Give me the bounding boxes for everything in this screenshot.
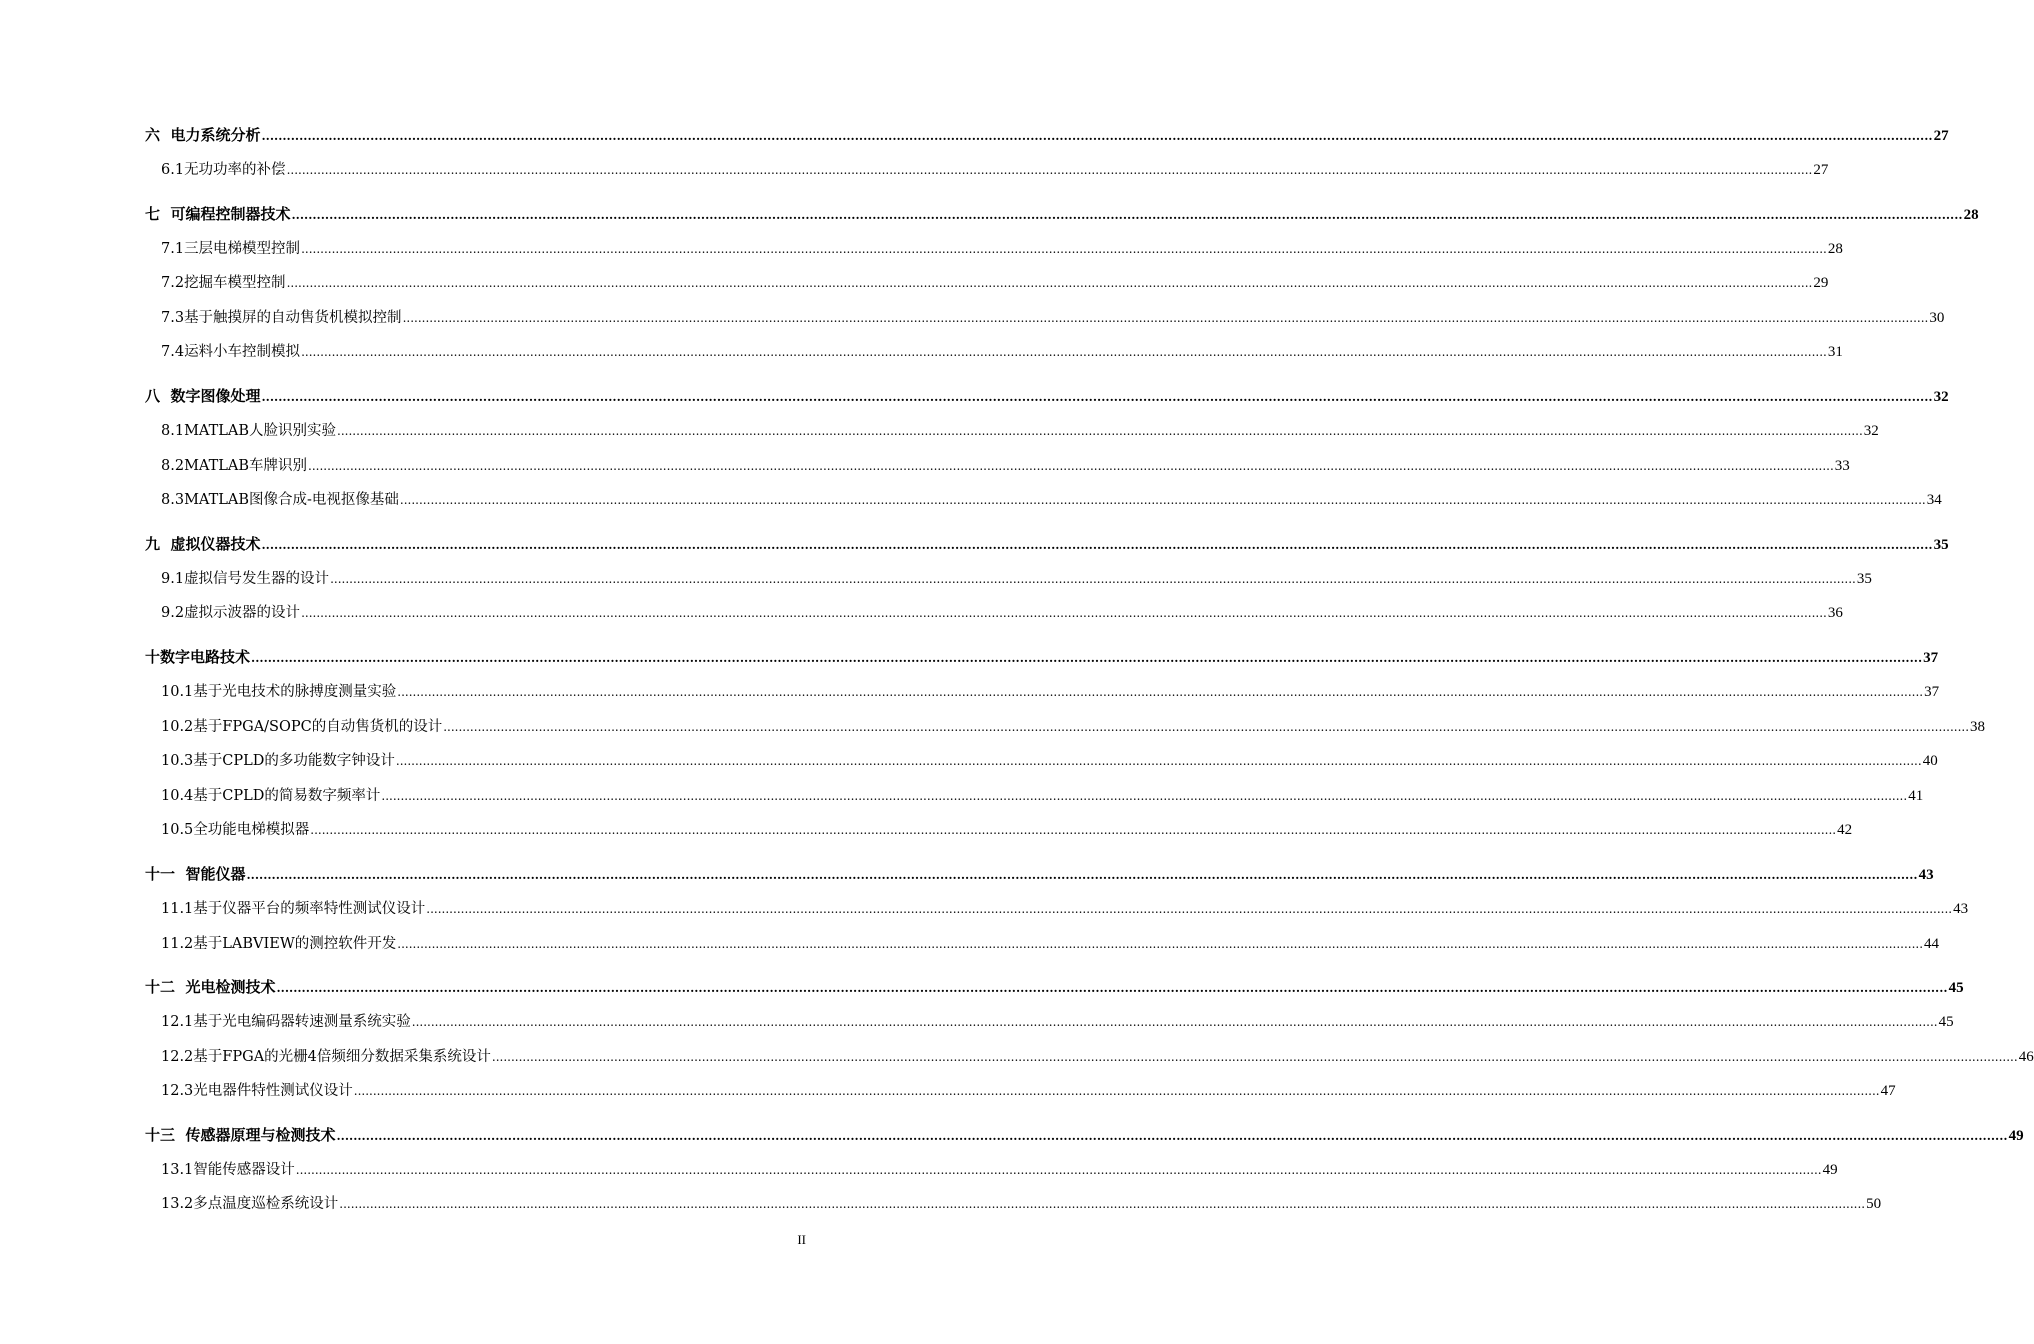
toc-entry-page: 27 — [1813, 162, 1829, 178]
dot-leader: ................................................................................................................................................................................................................................................................................................................................................................................................................ — [397, 936, 1924, 951]
toc-entry-number: 六 — [145, 126, 161, 144]
toc-entry-title: 基于触摸屏的自动售货机模拟控制 — [184, 309, 402, 326]
toc-entry-number: 11.1 — [161, 900, 194, 917]
dot-leader: ................................................................................................................................................................................................................................................................................................................................................................................................................ — [308, 458, 1834, 473]
toc-section-entry[interactable] — [145, 454, 1850, 489]
toc-entry-number: 十 — [145, 647, 161, 666]
toc-entry-title: 基于光电技术的脉搏度测量实验 — [193, 683, 397, 700]
toc-entry-number: 7.2 — [161, 275, 185, 292]
toc-entry-title: 运料小车控制模拟 — [184, 344, 301, 361]
toc-section-entry[interactable] — [145, 158, 1829, 193]
toc-entry-page: 31 — [1827, 344, 1843, 361]
toc-entry-page: 32 — [1863, 422, 1879, 439]
toc-section-entry[interactable] — [145, 567, 1872, 602]
toc-entry-page: 44 — [1924, 935, 1940, 952]
toc-entry-title: 基于CPLD的简易数字频率计 — [193, 787, 381, 804]
toc-entry-title: 智能传感器设计 — [193, 1161, 295, 1178]
toc-entry-title: 基于光电编码器转速测量系统实验 — [193, 1014, 411, 1031]
toc-entry-number: 八 — [145, 386, 161, 405]
spacer — [175, 978, 185, 996]
toc-entry-page: 43 — [1953, 900, 1969, 917]
toc-section-entry[interactable] — [145, 749, 1938, 784]
toc-entry-title: 基于FPGA的光栅4倍频细分数据采集系统设计 — [193, 1048, 491, 1065]
dot-leader: ................................................................................................................................................................................................................................................................................................................................................................................................................ — [339, 1197, 1866, 1212]
toc-entry-number: 十一 — [145, 864, 176, 883]
toc-entry-number: 9.1 — [161, 570, 185, 587]
spacer — [160, 126, 170, 144]
toc-section-entry[interactable] — [145, 340, 1843, 375]
toc-entry-page: 42 — [1837, 822, 1853, 839]
toc-entry-title: 基于LABVIEW的测控软件开发 — [193, 935, 397, 952]
dot-leader: ................................................................................................................................................................................................................................................................................................................................................................................................................ — [330, 571, 1856, 586]
toc-entry-page: 30 — [1929, 309, 1945, 326]
toc-entry-title: 基于CPLD的多功能数字钟设计 — [193, 753, 395, 770]
toc-entry-title: 传感器原理与检测技术 — [185, 1125, 336, 1144]
toc-entry-title: 基于仪器平台的频率特性测试仪设计 — [193, 900, 426, 917]
toc-entry-page: 49 — [1822, 1161, 1838, 1178]
toc-section-entry[interactable] — [145, 680, 1940, 715]
toc-entry-page: 47 — [1880, 1083, 1896, 1100]
toc-entry-number: 十三 — [145, 1125, 176, 1144]
toc-section-entry[interactable] — [145, 897, 1969, 932]
toc-entry-page: 29 — [1813, 275, 1829, 292]
dot-leader: ................................................................................................................................................................................................................................................................................................................................................................................................................ — [491, 1049, 2018, 1064]
toc-entry-title: 虚拟信号发生器的设计 — [184, 570, 330, 587]
spacer — [160, 535, 170, 553]
toc-entry-page: 35 — [1856, 570, 1872, 587]
toc-chapter-entry[interactable] — [145, 533, 1949, 567]
toc-entry-title: 多点温度巡检系统设计 — [193, 1196, 339, 1213]
toc-entry-number: 7.4 — [161, 344, 185, 361]
toc-entry-number: 12.3 — [161, 1083, 194, 1100]
toc-entry-page: 45 — [1948, 980, 1964, 997]
spacer — [160, 387, 170, 405]
toc-chapter-entry[interactable] — [145, 646, 1939, 680]
dot-leader: ................................................................................................................................................................................................................................................................................................................................................................................................................ — [295, 1162, 1822, 1177]
toc-chapter-entry[interactable] — [145, 976, 1964, 1010]
toc-entry-title: MATLAB人脸识别实验 — [184, 422, 337, 439]
toc-entry-number: 7.1 — [161, 240, 185, 257]
toc-entry-number: 12.1 — [161, 1014, 194, 1031]
spacer — [175, 1126, 185, 1144]
toc-section-entry[interactable] — [145, 1192, 1882, 1227]
toc-entry-title: 光电检测技术 — [185, 978, 276, 997]
dot-leader: ................................................................................................................................................................................................................................................................................................................................................................................................................ — [301, 606, 1827, 621]
toc-entry-number: 8.1 — [161, 422, 185, 439]
toc-entry-number: 12.2 — [161, 1048, 194, 1065]
toc-entry-page: 50 — [1866, 1196, 1882, 1213]
dot-leader: ................................................................................................................................................................................................................................................................................................................................................................................................................ — [397, 684, 1924, 699]
toc-entry-page: 28 — [1963, 206, 1979, 223]
toc-entry-number: 7.3 — [161, 309, 185, 326]
toc-section-entry[interactable] — [145, 237, 1843, 272]
toc-chapter-entry[interactable] — [145, 863, 1934, 897]
dot-leader: ................................................................................................................................................................................................................................................................................................................................................................................................................ — [261, 537, 1933, 552]
dot-leader: ................................................................................................................................................................................................................................................................................................................................................................................................................ — [336, 1128, 2008, 1143]
dot-leader: ................................................................................................................................................................................................................................................................................................................................................................................................................ — [399, 493, 1926, 508]
toc-entry-number: 十二 — [145, 978, 176, 997]
dot-leader: ................................................................................................................................................................................................................................................................................................................................................................................................................ — [251, 650, 1923, 665]
toc-entry-title: 虚拟示波器的设计 — [184, 605, 301, 622]
toc-entry-page: 28 — [1827, 240, 1843, 257]
dot-leader: ................................................................................................................................................................................................................................................................................................................................................................................................................ — [286, 163, 1813, 177]
toc-entry-page: 34 — [1926, 492, 1942, 509]
toc-chapter-entry[interactable] — [145, 124, 1949, 158]
toc-entry-title: 智能仪器 — [185, 864, 246, 883]
toc-entry-page: 36 — [1827, 605, 1843, 622]
toc-entry-title: 数字电路技术 — [160, 647, 251, 666]
toc-section-entry[interactable] — [145, 271, 1829, 306]
toc-entry-title: 数字图像处理 — [170, 386, 261, 405]
dot-leader: ................................................................................................................................................................................................................................................................................................................................................................................................................ — [261, 129, 1933, 143]
toc-entry-number: 10.1 — [161, 683, 194, 700]
toc-chapter-entry[interactable] — [145, 203, 1979, 237]
toc-entry-title: 虚拟仪器技术 — [170, 534, 261, 553]
toc-entry-number: 9.2 — [161, 605, 185, 622]
toc-entry-page: 40 — [1922, 753, 1938, 770]
toc-entry-number: 10.5 — [161, 822, 194, 839]
dot-leader: ................................................................................................................................................................................................................................................................................................................................................................................................................ — [276, 981, 1948, 996]
toc-section-entry[interactable] — [145, 419, 1879, 454]
toc-entry-page: 37 — [1923, 649, 1939, 666]
dot-leader: ................................................................................................................................................................................................................................................................................................................................................................................................................ — [286, 276, 1813, 291]
toc-entry-title: 基于FPGA/SOPC的自动售货机的设计 — [193, 718, 443, 735]
toc-entry-number: 8.3 — [161, 492, 185, 509]
toc-entry-page: 43 — [1918, 866, 1934, 883]
dot-leader: ................................................................................................................................................................................................................................................................................................................................................................................................................ — [337, 423, 1863, 438]
toc-entry-title: 电力系统分析 — [170, 126, 261, 144]
toc-entry-number: 10.2 — [161, 718, 194, 735]
page-number: II — [797, 1232, 806, 1247]
toc-section-entry[interactable] — [145, 818, 1853, 853]
toc-entry-number: 九 — [145, 534, 161, 553]
dot-leader: ................................................................................................................................................................................................................................................................................................................................................................................................................ — [301, 241, 1827, 256]
toc-section-entry[interactable] — [145, 488, 1942, 523]
toc-entry-title: MATLAB图像合成-电视抠像基础 — [184, 492, 399, 509]
toc-chapter-entry[interactable] — [145, 1124, 2024, 1158]
dot-leader: ................................................................................................................................................................................................................................................................................................................................................................................................................ — [261, 389, 1933, 404]
toc-entry-title: 全功能电梯模拟器 — [193, 822, 310, 839]
toc-entry-number: 6.1 — [161, 162, 185, 178]
dot-leader: ................................................................................................................................................................................................................................................................................................................................................................................................................ — [301, 345, 1827, 360]
toc-entry-page: 38 — [1970, 718, 1986, 735]
toc-entry-title: 无功功率的补偿 — [184, 162, 286, 178]
toc-section-entry[interactable] — [145, 1158, 1838, 1193]
toc-section-entry[interactable] — [145, 784, 1924, 819]
toc-section-entry[interactable] — [145, 1045, 2034, 1080]
toc-section-entry[interactable] — [145, 1079, 1896, 1114]
toc-entry-number: 10.4 — [161, 787, 194, 804]
toc-entry-title: 可编程控制器技术 — [170, 204, 291, 223]
toc-entry-page: 41 — [1908, 787, 1924, 804]
toc-entry-page: 45 — [1938, 1014, 1954, 1031]
toc-entry-title: 三层电梯模型控制 — [184, 240, 301, 257]
toc-entry-number: 13.1 — [161, 1161, 194, 1178]
toc-chapter-entry[interactable] — [145, 385, 1949, 419]
dot-leader: ................................................................................................................................................................................................................................................................................................................................................................................................................ — [353, 1084, 1880, 1099]
toc-entry-number: 七 — [145, 204, 161, 223]
toc-entry-page: 33 — [1834, 457, 1850, 474]
toc-entry-title: 光电器件特性测试仪设计 — [193, 1083, 353, 1100]
toc-entry-page: 35 — [1933, 536, 1949, 553]
dot-leader: ................................................................................................................................................................................................................................................................................................................................................................................................................ — [310, 823, 1837, 838]
toc-entry-title: MATLAB车牌识别 — [184, 457, 308, 474]
dot-leader: ................................................................................................................................................................................................................................................................................................................................................................................................................ — [246, 867, 1918, 882]
dot-leader: ................................................................................................................................................................................................................................................................................................................................................................................................................ — [443, 719, 1970, 734]
spacer — [160, 205, 170, 223]
dot-leader: ................................................................................................................................................................................................................................................................................................................................................................................................................ — [411, 1015, 1938, 1030]
dot-leader: ................................................................................................................................................................................................................................................................................................................................................................................................................ — [395, 754, 1922, 769]
dot-leader: ................................................................................................................................................................................................................................................................................................................................................................................................................ — [381, 788, 1908, 803]
dot-leader: ................................................................................................................................................................................................................................................................................................................................................................................................................ — [402, 310, 1929, 325]
toc-entry-number: 10.3 — [161, 753, 194, 770]
table-of-contents — [145, 124, 2034, 1227]
toc-section-entry[interactable] — [145, 932, 1940, 967]
dot-leader: ................................................................................................................................................................................................................................................................................................................................................................................................................ — [291, 207, 1963, 222]
toc-entry-number: 8.2 — [161, 457, 185, 474]
toc-entry-page: 46 — [2018, 1048, 2034, 1065]
toc-section-entry[interactable] — [145, 1010, 1954, 1045]
toc-entry-page: 37 — [1924, 683, 1940, 700]
toc-section-entry[interactable] — [145, 306, 1945, 341]
toc-entry-page: 49 — [2008, 1127, 2024, 1144]
toc-entry-title: 挖掘车模型控制 — [184, 275, 286, 292]
dot-leader: ................................................................................................................................................................................................................................................................................................................................................................................................................ — [426, 901, 1953, 916]
toc-entry-page: 27 — [1933, 128, 1949, 144]
toc-entry-number: 13.2 — [161, 1196, 194, 1213]
toc-entry-number: 11.2 — [161, 935, 194, 952]
toc-entry-page: 32 — [1933, 388, 1949, 405]
toc-section-entry[interactable] — [145, 715, 1986, 750]
spacer — [175, 865, 185, 883]
toc-section-entry[interactable] — [145, 601, 1843, 636]
